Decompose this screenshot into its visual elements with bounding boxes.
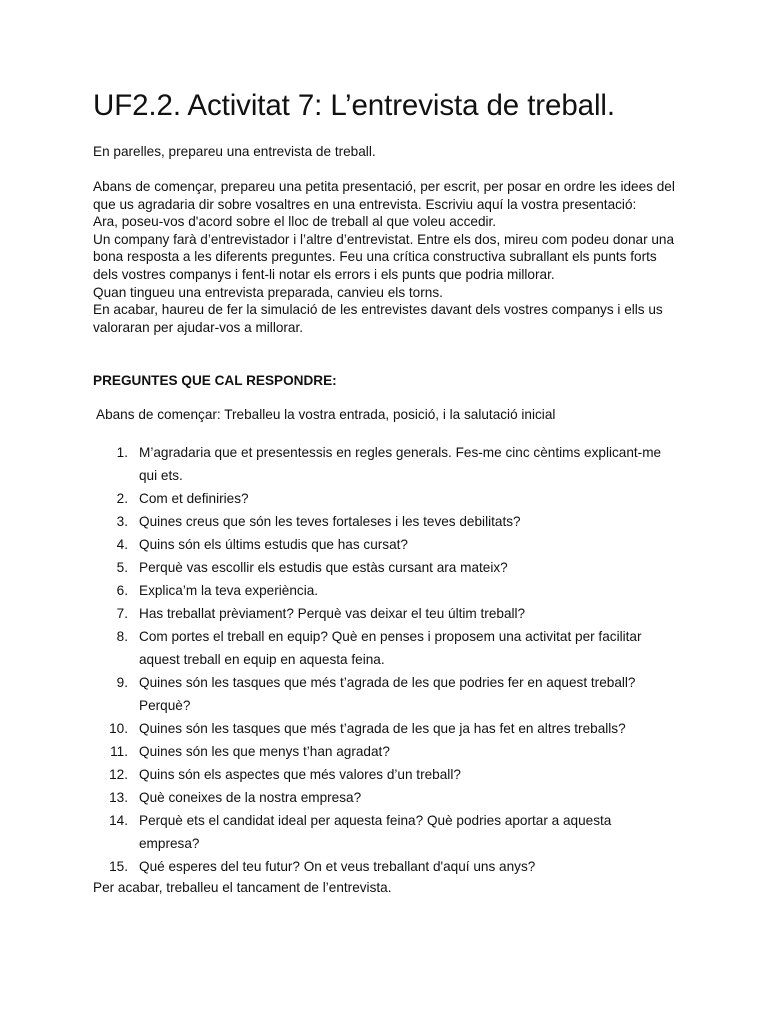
document-title: UF2.2. Activitat 7: L’entrevista de treball. — [93, 89, 615, 122]
list-item — [93, 602, 683, 625]
instruction-paragraph: Abans de començar, prepareu una petita presentació, per escrit, per posar en ordre les idees del que us agradaria dir sobre vosaltres en una entrevista. Escriviu aquí la vostra presentació: — [93, 179, 675, 212]
question-text: Perquè ets el candidat ideal per aquesta feina? Què podries aportar a aquesta empresa? — [139, 813, 612, 851]
list-item — [93, 809, 683, 855]
question-number: 12. — [109, 767, 128, 782]
question-text: Quines creus que són les teves fortaleses i les teves debilitats? — [139, 514, 521, 529]
intro-text: En parelles, prepareu una entrevista de treball. — [93, 144, 376, 159]
list-item — [93, 717, 683, 740]
instruction-paragraph: En acabar, haureu de fer la simulació de les entrevistes davant dels vostres companys i ells us valoraran per ajudar-vos a millorar. — [93, 302, 663, 335]
list-item — [93, 786, 683, 809]
list-item — [93, 533, 683, 556]
list-item — [93, 740, 683, 763]
question-number: 15. — [109, 859, 128, 874]
question-number: 5. — [116, 560, 128, 575]
instruction-paragraph: Un company farà d’entrevistador i l’altre d’entrevistat. Entre els dos, mireu com podeu donar una bona resposta a les diferents preguntes. Feu una crítica constructiva subrallant els punts forts dels vostres companys i fent-li notar els errors i els punts que podria millorar. — [93, 231, 675, 282]
list-item — [93, 487, 683, 510]
question-number: 1. — [116, 445, 128, 460]
list-item — [93, 855, 683, 878]
question-text: Quines són les tasques que més t’agrada de les que ja has fet en altres treballs? — [139, 721, 626, 736]
question-number: 3. — [116, 514, 128, 529]
question-text: Quins són els aspectes que més valores d’un treball? — [139, 767, 461, 782]
question-number: 2. — [116, 491, 128, 506]
list-item — [93, 510, 683, 533]
question-number: 10. — [109, 721, 128, 736]
questions-list — [93, 441, 683, 878]
question-text: Com portes el treball en equip? Què en penses i proposem una activitat per facilitar aquest treball en equip en aquesta feina. — [139, 629, 642, 667]
question-text: Què coneixes de la nostra empresa? — [139, 790, 362, 805]
questions-intro: Abans de començar: Treballeu la vostra entrada, posició, i la salutació inicial — [96, 407, 556, 422]
question-text: Has treballat prèviament? Perquè vas deixar el teu últim treball? — [139, 606, 526, 621]
question-number: 8. — [116, 629, 128, 644]
question-text: Perquè vas escollir els estudis que estàs cursant ara mateix? — [139, 560, 508, 575]
question-text: Quines són les que menys t’han agradat? — [139, 744, 390, 759]
question-text: Quins són els últims estudis que has cursat? — [139, 537, 408, 552]
list-item — [93, 671, 683, 717]
question-number: 14. — [109, 813, 128, 828]
question-text: Com et definiries? — [139, 491, 249, 506]
question-number: 13. — [109, 790, 128, 805]
question-text: Quines són les tasques que més t’agrada de les que podries fer en aquest treball? Perquè? — [139, 675, 636, 713]
instruction-paragraph: Quan tingueu una entrevista preparada, canvieu els torns. — [93, 284, 443, 300]
questions-heading: PREGUNTES QUE CAL RESPONDRE: — [93, 373, 337, 388]
question-number: 4. — [116, 537, 128, 552]
list-item — [93, 763, 683, 786]
question-text: Qué esperes del teu futur? On et veus treballant d'aquí uns anys? — [139, 859, 536, 874]
list-item — [93, 556, 683, 579]
question-number: 6. — [116, 583, 128, 598]
question-number: 11. — [110, 744, 128, 759]
question-text: M’agradaria que et presentessis en regles generals. Fes-me cinc cèntims explicant-me qui ets. — [139, 445, 662, 483]
closing-text: Per acabar, treballeu el tancament de l’entrevista. — [93, 880, 392, 895]
question-number: 7. — [116, 606, 128, 621]
list-item — [93, 625, 683, 671]
instructions-block — [93, 178, 683, 336]
list-item — [93, 579, 683, 602]
list-item — [93, 441, 683, 487]
instruction-paragraph: Ara, poseu-vos d'acord sobre el lloc de treball al que voleu accedir. — [93, 214, 497, 230]
question-text: Explica’m la teva experiència. — [139, 583, 319, 598]
question-number: 9. — [116, 675, 128, 690]
